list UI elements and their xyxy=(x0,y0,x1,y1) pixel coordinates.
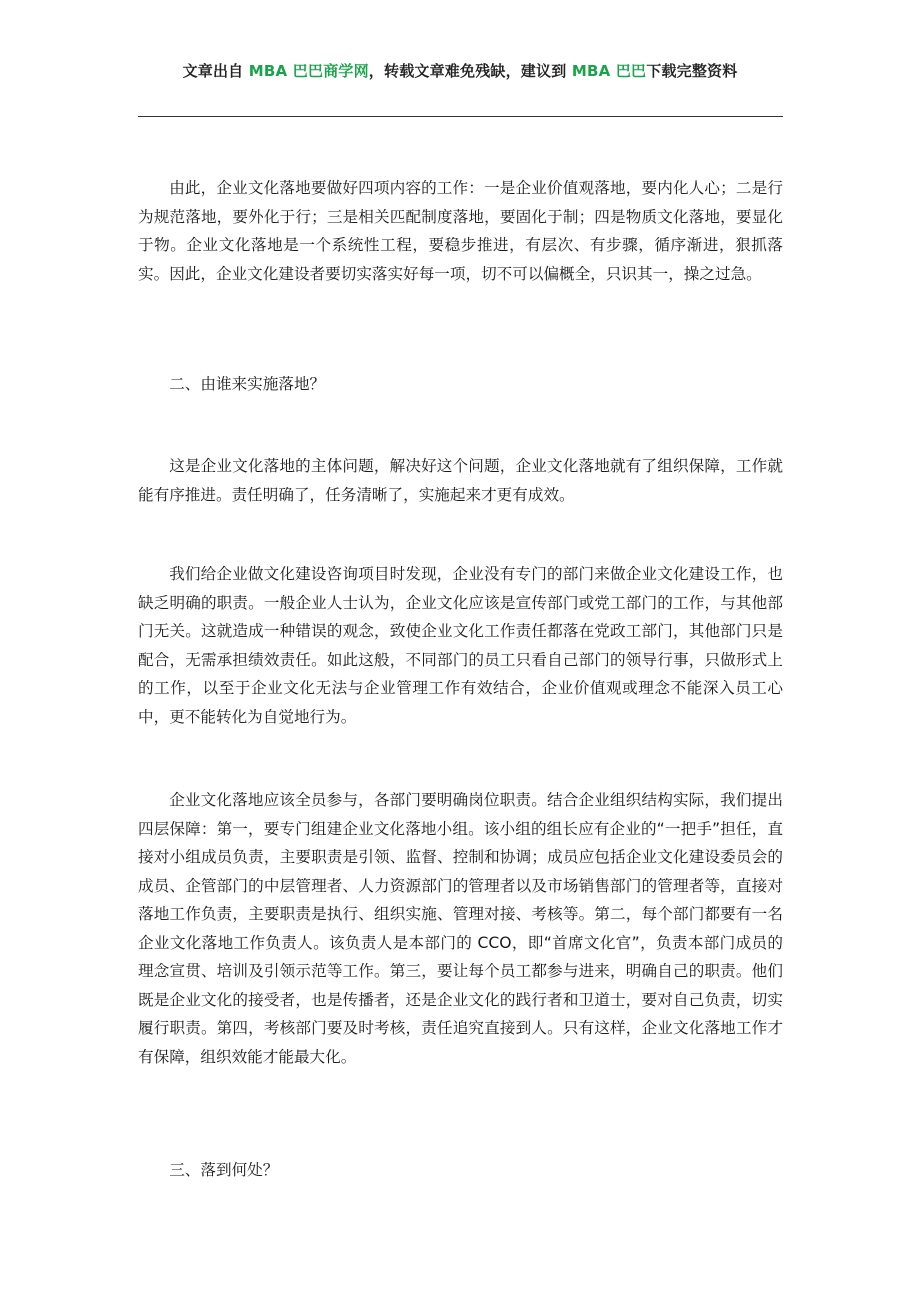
header-text-1: 文章出自 xyxy=(182,62,249,80)
brand-link-mba-baba[interactable]: MBA 巴巴 xyxy=(571,62,647,80)
header-text-2: ，转载文章难免残缺，建议到 xyxy=(368,62,572,80)
paragraph-four-guarantees: 企业文化落地应该全员参与，各部门要明确岗位职责。结合企业组织结构实际，我们提出四层保障：第一，要专门组建企业文化落地小组。该小组的组长应有企业的“一把手”担任，直接对小组成员负责，主要职责是引领、监督、控制和协调；成员应包括企业文化建设委员会的成员、企管部门的中层管理者、人力资源部门的管理者以及市场销售部门的管理者等，直接对落地工作负责，主要职责是执行、组织实施、管理对接、考核等。第二，每个部门都要有一名企业文化落地工作负责人。该负责人是本部门的 CCO，即“首席文化官”，负责本部门成员的理念宣贯、培训及引领示范等工作。第三，要让每个员工都参与进来，明确自己的职责。他们既是企业文化的接受者，也是传播者，还是企业文化的践行者和卫道士，要对自己负责，切实履行职责。第四，考核部门要及时考核，责任追究直接到人。只有这样，企业文化落地工作才有保障，组织效能才能最大化。 xyxy=(138,791,783,1066)
section-heading-3: 三、落到何处？ xyxy=(169,1161,279,1179)
paragraph-subject-issue: 这是企业文化落地的主体问题，解决好这个问题，企业文化落地就有了组织保障，工作就能有序推进。责任明确了，任务清晰了，实施起来才更有成效。 xyxy=(138,457,783,504)
brand-link-mba-babashangxuewang[interactable]: MBA 巴巴商学网 xyxy=(248,62,369,80)
header-text-3: 下载完整资料 xyxy=(646,62,738,80)
paragraph-summary: 由此，企业文化落地要做好四项内容的工作：一是企业价值观落地，要内化人心；二是行为规范落地，要外化于行；三是相关匹配制度落地，要固化于制；四是物质文化落地，要显化于物。企业文化落地是一个系统性工程，要稳步推进，有层次、有步骤，循序渐进，狠抓落实。因此，企业文化建设者要切实落实好每一项，切不可以偏概全，只识其一，操之过急。 xyxy=(138,179,783,283)
section-heading-2: 二、由谁来实施落地？ xyxy=(169,375,326,393)
header-divider xyxy=(138,116,783,117)
source-notice-header xyxy=(0,60,920,81)
paragraph-consulting-findings: 我们给企业做文化建设咨询项目时发现，企业没有专门的部门来做企业文化建设工作，也缺乏明确的职责。一般企业人士认为，企业文化应该是宣传部门或党工部门的工作，与其他部门无关。这就造成一种错误的观念，致使企业文化工作责任都落在党政工部门，其他部门只是配合，无需承担绩效责任。如此这般，不同部门的员工只看自己部门的领导行事，只做形式上的工作，以至于企业文化无法与企业管理工作有效结合，企业价值观或理念不能深入员工心中，更不能转化为自觉地行为。 xyxy=(138,565,783,726)
